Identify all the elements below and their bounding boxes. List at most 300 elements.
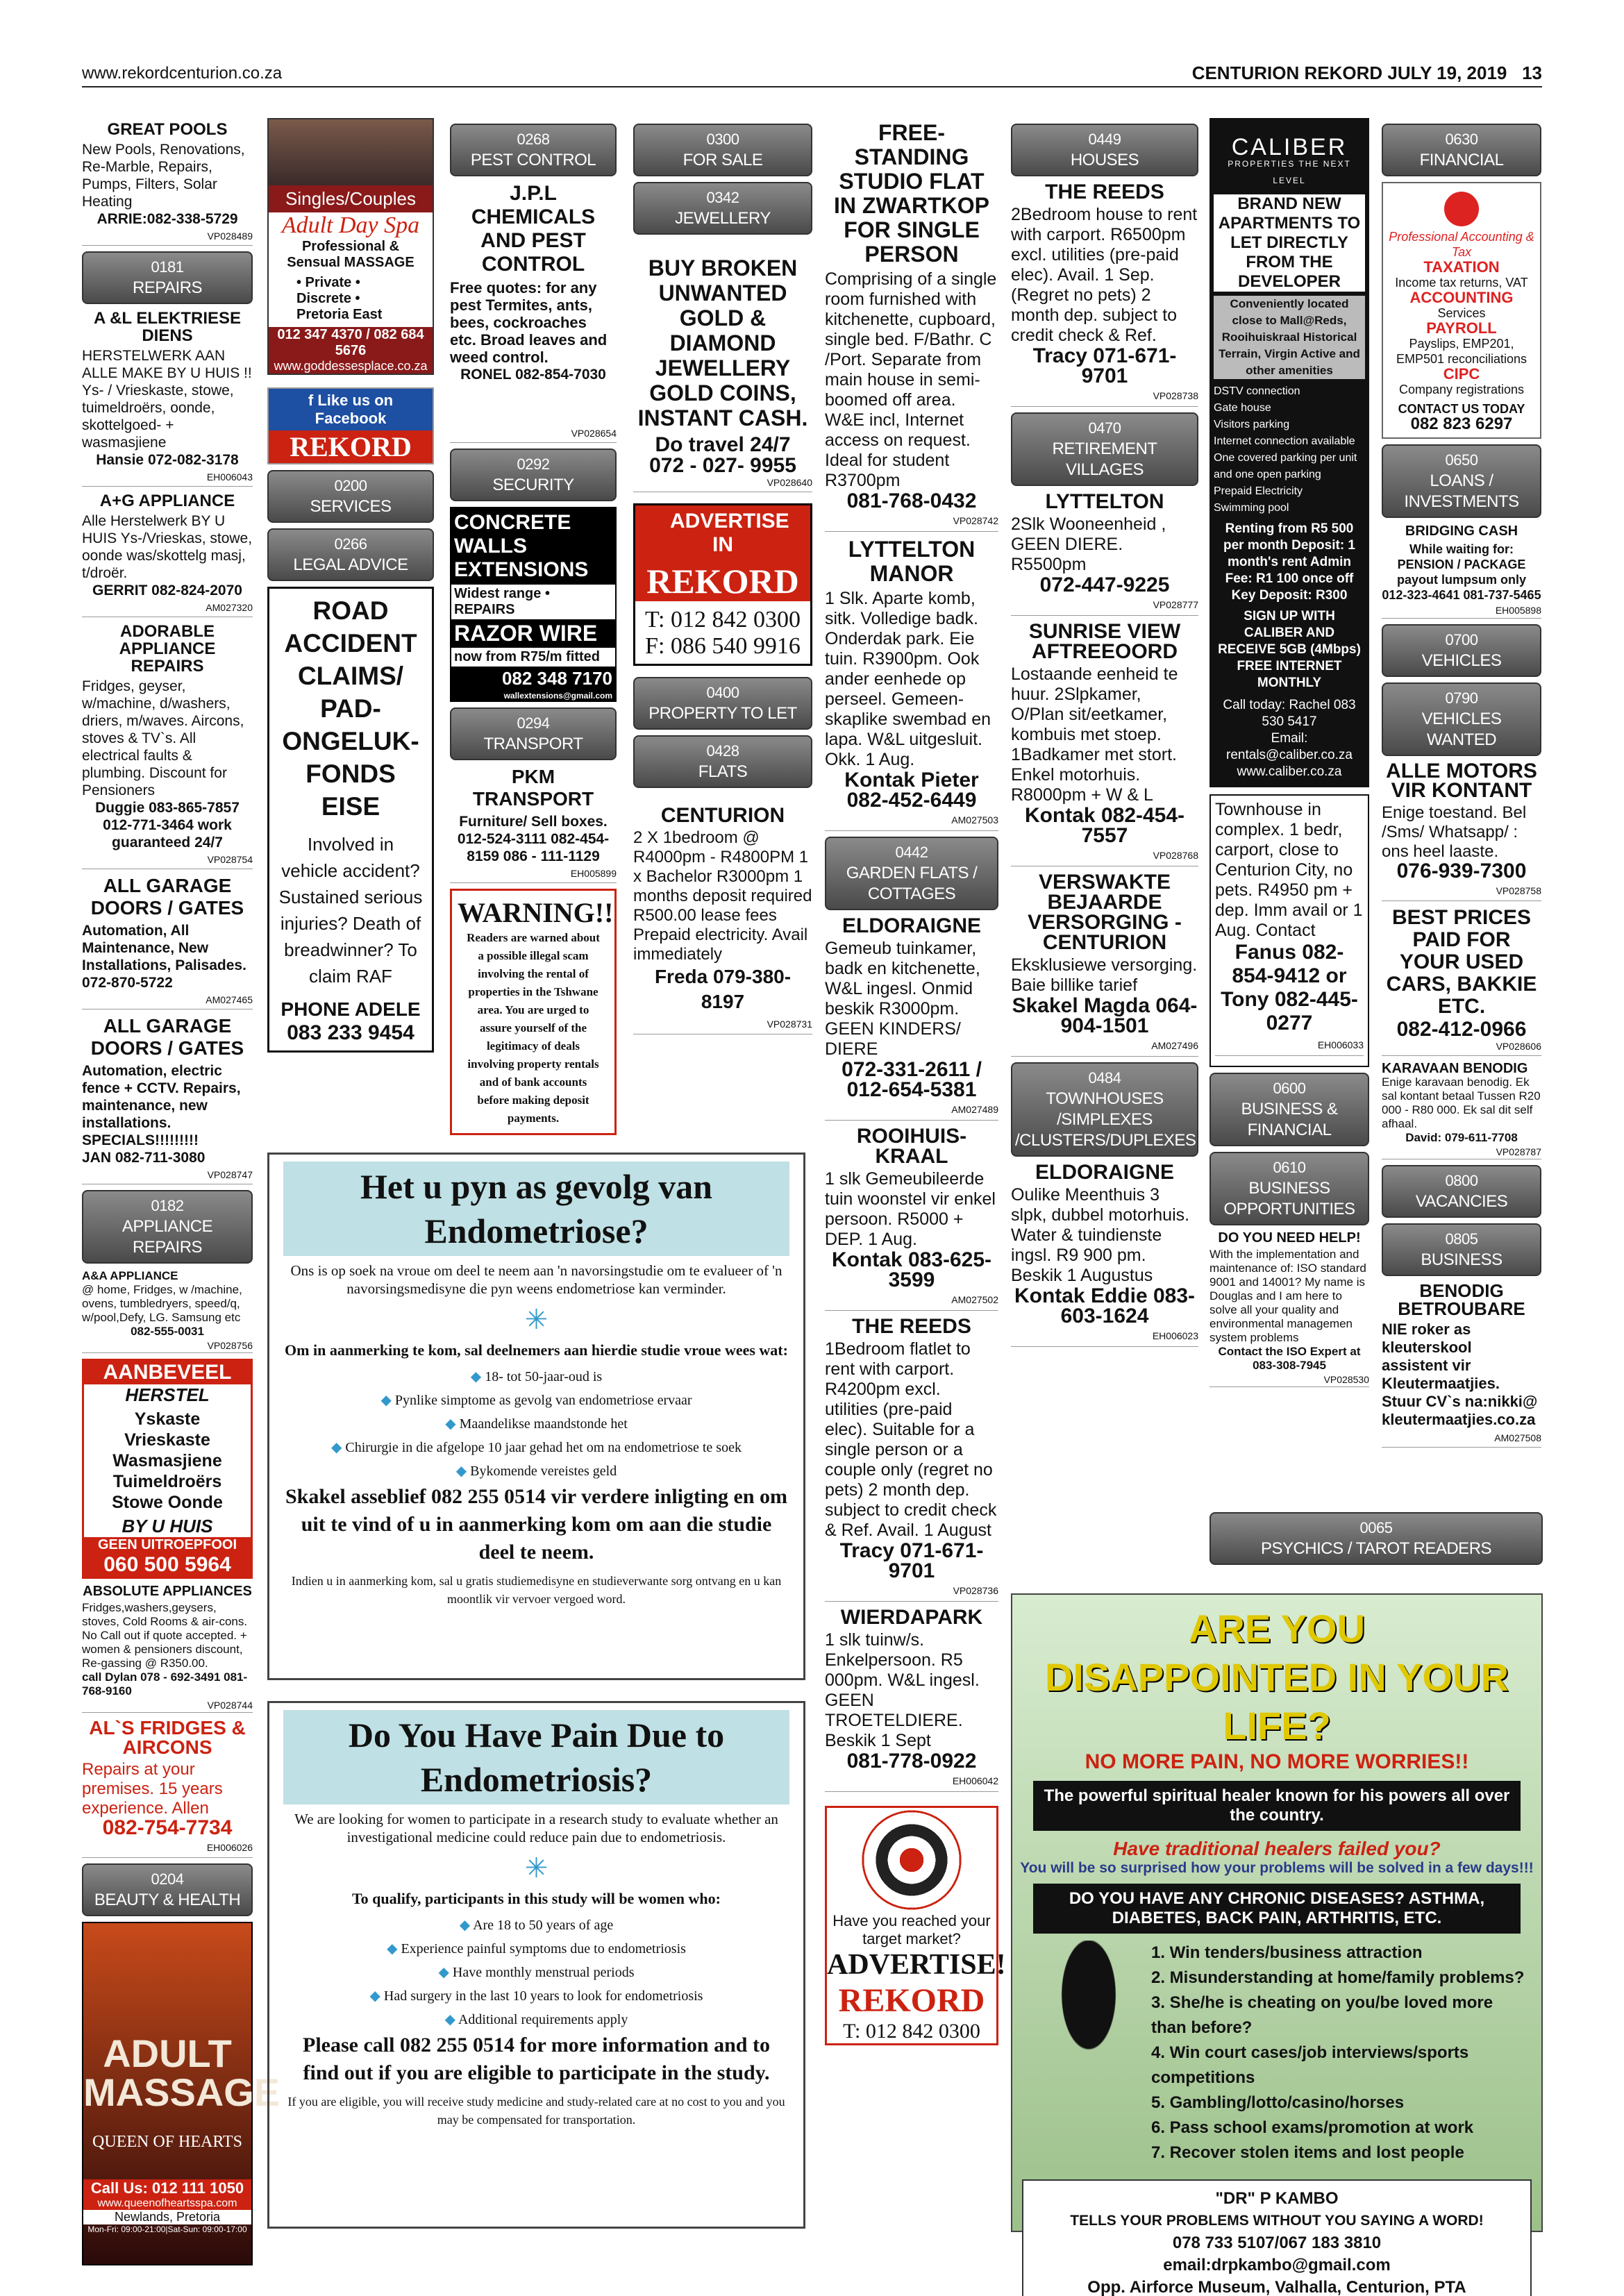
category-number: 0300 — [706, 131, 739, 148]
category-header-townhouses — [1011, 1062, 1198, 1157]
healer-silhouette-icon — [1026, 1941, 1151, 2121]
ad-ref: AM027320 — [82, 599, 253, 617]
caliber-ad — [1209, 118, 1369, 787]
ad-body: Oulike Meenthuis 3 slpk, dubbel motorhuis. Water & tuindienste ingsl. R9 900 pm. Beskik 1 Augustus — [1011, 1185, 1190, 1285]
ad-ref: AM027496 — [1011, 1036, 1198, 1057]
ad-title: GREAT POOLS — [107, 120, 228, 139]
list-item: 4. Win court cases/job interviews/sports competitions — [1151, 2043, 1469, 2087]
ad-title: THE REEDS — [852, 1315, 971, 1338]
category-number: 0200 — [334, 477, 367, 494]
ad-ref: VP028654 — [450, 425, 617, 443]
category-label: REPAIRS — [132, 278, 203, 297]
category-header-for-sale — [633, 124, 812, 176]
ad-phone: 082 348 7170 — [451, 667, 615, 691]
ad-email: email:drpkambo@gmail.com — [1163, 2256, 1391, 2274]
ad-call: Skakel asseblief 082 255 0514 vir verdere inligting en om uit te vind of u in aanmerking kom om aan die studie deel te neem. — [285, 1485, 788, 1564]
ad-title: Do You Have Pain Due to Endometriosis? — [283, 1710, 789, 1804]
warning-ad — [450, 889, 617, 1135]
category-number: 0428 — [706, 742, 739, 760]
paper-title: CENTURION REKORD JULY 19, 2019 — [1191, 62, 1507, 83]
contact-box — [1022, 2179, 1532, 2296]
criteria-list — [283, 1365, 789, 1483]
ad-contact: 081-768-0432 — [846, 489, 977, 512]
category-number: 0294 — [517, 714, 550, 732]
classified-ad — [82, 623, 253, 869]
category-label: PROPERTY TO LET — [648, 704, 797, 723]
column-6 — [1011, 118, 1198, 1352]
list-item: DSTV connection — [1214, 385, 1300, 397]
classified-ad — [1011, 1162, 1198, 1347]
ad-contact: Tracy 071-671-9701 — [1032, 344, 1177, 387]
ad-web: www.queenofheartsspa.com — [83, 2197, 251, 2210]
ad-contact: RONEL 082-854-7030 — [460, 367, 606, 383]
ad-body: 2Slk Wooneenheid , GEEN DIERE. R5500pm — [1011, 514, 1166, 574]
concrete-walls-ad — [450, 507, 617, 702]
ad-ref: VP028747 — [82, 1166, 253, 1184]
classified-ad — [82, 310, 253, 487]
ad-body: 2Bedroom house to rent with carport. R6500pm excl. utilities (pre-paid elec). Avail. 1 Sep. (Regret no pets) 2 month dep. subject to credit check & Ref. — [1011, 205, 1198, 345]
category-header-beauty-health — [82, 1863, 253, 1916]
category-label: GARDEN FLATS / COTTAGES — [846, 864, 978, 903]
endometriosis-english-ad — [267, 1701, 805, 2229]
ad-contact: 012-524-3111 082-454- 8159 086 - 111-1129 — [457, 831, 610, 864]
ad-phone: 082 823 6297 — [1410, 414, 1513, 433]
ad-body: Involved in vehicle accident? Sustained serious injuries? Death of breadwinner? To claim RAF — [278, 834, 423, 987]
adult-massage-ad — [82, 1922, 281, 2265]
ad-ref: VP028754 — [82, 851, 253, 869]
category-label: FLATS — [698, 762, 748, 781]
classified-ad — [82, 1718, 253, 1858]
category-number: 0700 — [1445, 631, 1478, 648]
classified-ad — [825, 1607, 998, 1792]
classified-ad — [633, 255, 812, 492]
ad-phone-label: PHONE ADELE — [281, 998, 421, 1020]
ad-title: ROAD ACCIDENT CLAIMS/ PAD-ONGELUK-FONDS EISE — [282, 596, 419, 821]
ad-ref: AM027465 — [82, 991, 253, 1009]
ad-heading: TAXATION — [1423, 258, 1500, 276]
psychic-healer-ad — [1011, 1593, 1543, 2296]
ad-ref: VP028738 — [1011, 386, 1198, 407]
ad-contact: 082-754-7734 — [102, 1816, 233, 1839]
ad-body: Fridges,washers,geysers, stoves, Cold Rooms & air-cons. No Call out if quote accepted. + women & pensioners discount, Re-gassing @ R350.00. — [82, 1601, 248, 1670]
ad-loc: Conveniently located close to Mall@Reds, Rooihuiskraal Historical Terrain, Virgin Active and other amenities — [1214, 296, 1365, 379]
category-label: VEHICLES WANTED — [1421, 710, 1502, 749]
flower-icon: ✳ — [524, 1852, 549, 1884]
classified-ad — [1382, 1062, 1541, 1159]
ad-title: CENTURION — [660, 804, 785, 827]
category-label: TRANSPORT — [483, 735, 583, 753]
ad-surprise: You will be so surprised how your problems will be solved in a few days!!! — [1020, 1860, 1534, 1876]
ad-body: Free quotes: for any pest Termites, ants, bees, cockroaches etc. Broad leaves and weed control. — [450, 279, 608, 366]
category-label: BEAUTY & HEALTH — [94, 1891, 241, 1909]
ad-title: Professional Accounting & Tax — [1389, 230, 1534, 259]
category-header-vacancies — [1382, 1165, 1541, 1218]
category-header-security — [450, 449, 617, 501]
ad-body: Lostaande eenheid te huur. 2Slpkamer, O/Plan sit/eetkamer, kombuis met stoep. 1Badkamer met stort. Enkel motorhuis. R8000pm + W & L — [1011, 664, 1178, 805]
category-header-psychics — [1209, 1512, 1543, 1565]
target-market-ad — [825, 1806, 1006, 2045]
category-header-transport — [450, 707, 617, 760]
aanbeveel-ad — [82, 1359, 253, 1579]
category-label: VEHICLES — [1421, 651, 1502, 670]
ad-contact: 012-323-4641 081-737-5465 — [1382, 588, 1541, 602]
list-item: ◆ 18- tot 50-jaar-oud is — [283, 1365, 789, 1389]
column-5 — [825, 118, 1006, 2045]
facebook-icon: f — [308, 392, 318, 409]
list-item: 7. Recover stolen items and lost people — [1151, 2143, 1464, 2162]
list-item: Swimming pool — [1214, 502, 1289, 514]
category-label: TOWNHOUSES /SIMPLEXES /CLUSTERS/DUPLEXES — [1015, 1089, 1196, 1150]
list-item: 6. Pass school exams/promotion at work — [1151, 2118, 1474, 2137]
ad-ref: VP028756 — [82, 1339, 253, 1353]
list-item: 5. Gambling/lotto/casino/horses — [1151, 2093, 1405, 2112]
ad-question: Have traditional healers failed you? — [1113, 1838, 1441, 1859]
category-number: 0400 — [706, 684, 739, 701]
classified-ad — [450, 766, 617, 883]
classified-ad — [1011, 492, 1198, 616]
classified-ad — [82, 1015, 253, 1184]
category-header-financial — [1382, 124, 1541, 176]
category-label: FINANCIAL — [1419, 151, 1504, 169]
accounting-ad — [1382, 182, 1541, 439]
ad-sub: Om in aanmerking te kom, sal deelnemers aan hierdie studie vroue wees wat: — [285, 1341, 788, 1359]
ad-ref: AM027508 — [1382, 1429, 1541, 1448]
ad-body: Enige karavaan benodig. Ek sal kontant betaal Tussen R20 000 - R80 000. Ek sal dit self afhaal. — [1382, 1075, 1541, 1130]
category-header-garden-flats — [825, 837, 998, 910]
road-accident-ad — [267, 587, 434, 1053]
ad-web: www.goddessesplace.co.za — [269, 359, 433, 374]
list-item: Prepaid Electricity — [1214, 485, 1303, 497]
ad-sub: To qualify, participants in this study will be women who: — [352, 1890, 721, 1907]
ad-title: BENODIG BETROUBARE — [1398, 1280, 1525, 1319]
facebook-ad[interactable] — [267, 387, 434, 464]
ad-body: @ home, Fridges, w /machine, ovens, tumbledryers, speed/q, w/pool,Defy, LG. Samsung etc — [82, 1283, 242, 1324]
ad-title: KARAVAAN BENODIG — [1382, 1061, 1528, 1076]
ad-ref: EH005899 — [450, 865, 617, 883]
list-item: ◆ Are 18 to 50 years of age — [283, 1913, 789, 1937]
category-header-business-financial — [1209, 1073, 1369, 1146]
ad-brand: REKORD — [635, 561, 810, 601]
site-url[interactable]: www.rekordcenturion.co.za — [82, 64, 283, 83]
ad-list-area — [1012, 1941, 1541, 2165]
ad-body: Gemeub tuinkamer, badk en kitchenette, W&L ingesl. Onmid beskik R3000pm. GEEN KINDERS/ DIERE — [825, 939, 980, 1059]
category-number: 0442 — [895, 844, 928, 861]
category-number: 0630 — [1445, 131, 1478, 148]
ad-title: ALLE MOTORS VIR KONTANT — [1386, 760, 1537, 802]
ad-sub: Widest range • REPAIRS — [454, 586, 550, 617]
ad-ref: EH006033 — [1215, 1035, 1364, 1056]
ad-phone: 083 233 9454 — [287, 1021, 415, 1044]
ad-contact: CONTACT US TODAY — [1398, 402, 1525, 416]
ad-body: 1 slk Gemeubileerde tuin woonstel vir enkel persoon. R5000 + DEP. 1 Aug. — [825, 1169, 996, 1249]
ad-fee: GEEN UITROEPFOOI — [84, 1537, 251, 1553]
caliber-logo: CALIBER — [1231, 134, 1348, 160]
ad-ref: VP028768 — [1011, 846, 1198, 866]
spa-photo — [269, 119, 433, 185]
ad-contact: Contact the ISO Expert at 083-308-7945 — [1218, 1345, 1361, 1372]
category-number: 0182 — [151, 1197, 184, 1214]
classified-ad — [1382, 907, 1541, 1056]
column-7 — [1209, 118, 1369, 1393]
ad-fax: F: 086 540 9916 — [645, 633, 801, 659]
ad-body: Repairs at your premises. 15 years experience. Allen — [82, 1760, 223, 1818]
ad-ref: VP028758 — [1382, 881, 1541, 901]
classified-ad — [1209, 1231, 1369, 1387]
ad-hours: Mon-Fri: 09:00-21:00|Sat-Sun: 09:00-17:00 — [87, 2224, 247, 2234]
ad-body: Townhouse in complex. 1 bedr, carport, close to Centurion City, no pets. R4950 pm + dep. Imm avail or 1 Aug. Contact — [1215, 800, 1363, 940]
ad-tagline: TELLS YOUR PROBLEMS WITHOUT YOU SAYING A WORD! — [1070, 2213, 1484, 2229]
ad-title: BEST PRICES PAID FOR YOUR USED CARS, BAKKIE ETC. — [1386, 906, 1537, 1018]
ad-contact: call Dylan 078 - 692-3491 081-768-9160 — [82, 1670, 248, 1698]
ad-razor: RAZOR WIRE — [451, 619, 615, 648]
ad-tel: T: 012 842 0300 — [644, 607, 801, 632]
ad-contact: David: 079-611-7708 — [1405, 1131, 1518, 1144]
ad-body: Readers are warned about a possible illegal scam involving the rental of properties in the Tshwane area. You are urged to assure yourself of the legitimacy of deals involving property rentals and of bank accounts before making deposit payments. — [467, 931, 600, 1125]
ad-brand: ADULT MASSAGE — [83, 2031, 281, 2114]
classified-ad — [1382, 762, 1541, 901]
category-number: 0342 — [706, 189, 739, 206]
ad-contact: Freda 079-380-8197 — [654, 966, 792, 1012]
category-header-business-opportunities — [1209, 1152, 1369, 1225]
ad-title: LYTTELTON — [1045, 490, 1164, 513]
classified-ad — [825, 537, 998, 831]
category-label: LEGAL ADVICE — [293, 555, 408, 574]
ad-title: ADORABLE APPLIANCE REPAIRS — [119, 622, 216, 676]
ad-ref: EH005898 — [1382, 603, 1541, 619]
ad-ref: EH006043 — [82, 469, 253, 487]
ad-ref: VP028744 — [82, 1698, 253, 1713]
ad-contact: Kontak 083-625-3599 — [831, 1248, 992, 1291]
list-item: ◆ Pynlike simptome as gevolg van endometriose ervaar — [283, 1389, 789, 1412]
category-number: 0484 — [1088, 1069, 1121, 1087]
ad-title: ELDORAIGNE — [842, 914, 981, 937]
category-label: LOANS / INVESTMENTS — [1404, 471, 1519, 511]
category-label: JEWELLERY — [675, 209, 771, 228]
category-header-pest-control — [450, 124, 617, 176]
endometriosis-afrikaans-ad — [267, 1153, 805, 1680]
category-label: PEST CONTROL — [470, 151, 596, 169]
ad-body: 2 X 1bedroom @ R4000pm - R4800PM 1 x Bachelor R3000pm 1 months deposit required R500.00 lease fees Prepaid electricity. Avail immediately — [633, 828, 812, 964]
ad-body: New Pools, Renovations, Re-Marble, Repairs, Pumps, Filters, Solar Heating — [82, 142, 245, 210]
ad-heading: CIPC — [1443, 365, 1480, 383]
ad-contact: Hansie 072-082-3178 — [96, 452, 239, 468]
ad-text: Income tax returns, VAT — [1395, 276, 1528, 290]
feature-list — [1214, 383, 1365, 517]
classified-ad — [82, 1269, 253, 1353]
ad-ref: VP028640 — [633, 474, 812, 492]
accounting-logo-icon — [1444, 192, 1479, 226]
ad-body: While waiting for: PENSION / PACKAGE payout lumpsum only — [1396, 542, 1526, 587]
ad-contact: 082-412-0966 — [1396, 1018, 1527, 1041]
classified-ad — [1011, 621, 1198, 866]
ad-adv: ADVERTISE! — [827, 1949, 1006, 1981]
classified-ad — [82, 121, 253, 246]
category-number: 0181 — [151, 258, 184, 276]
ad-ref: VP028742 — [825, 511, 998, 532]
ad-body: Automation, electric fence + CCTV. Repairs, maintenance, new installations. SPECIALS!!!!!!!!! — [82, 1063, 241, 1148]
category-header-jewellery — [633, 182, 812, 235]
ad-call: Please call 082 255 0514 for more information and to find out if you are eligible to participate in the study. — [303, 2034, 770, 2084]
ad-by: BY U HUIS — [122, 1516, 213, 1536]
ad-body: Do travel 24/7 — [655, 433, 791, 456]
ad-title: Singles/Couples — [269, 185, 433, 212]
ad-body: 1 slk tuinw/s. Enkelpersoon. R5 000pm. W&L ingesl. GEEN TROETELDIERE. Beskik 1 Sept — [825, 1630, 980, 1750]
ad-contact: Fanus 082-854-9412 or Tony 082-445-0277 — [1221, 941, 1358, 1034]
ad-body: HERSTELWERK AAN ALLE MAKE BY U HUIS !! Ys- / Vrieskaste, stowe, tuimeldroërs, oonde, skottelgoed- + wasmasjiene — [82, 348, 252, 451]
category-header-services — [267, 470, 434, 523]
ad-title: AL`S FRIDGES & AIRCONS — [89, 1717, 246, 1758]
classified-ad — [450, 182, 617, 443]
ad-ref: VP028736 — [825, 1581, 998, 1602]
ad-contact: Tracy 071-671-9701 — [839, 1539, 984, 1582]
ad-brand: REKORD — [269, 430, 433, 463]
ad-contact: JAN 082-711-3080 — [82, 1150, 206, 1166]
list-item: ◆ Experience painful symptoms due to endometriosis — [283, 1937, 789, 1961]
classified-ad — [1209, 794, 1369, 1067]
ad-type: Professional & Sensual MASSAGE — [287, 239, 415, 270]
page-header — [1192, 62, 1542, 84]
category-number: 0204 — [151, 1870, 184, 1888]
ad-contact: 072 - 027- 9955 — [649, 454, 796, 477]
list-item: One covered parking per unit and one open parking — [1214, 452, 1357, 480]
category-label: RETIREMENT VILLAGES — [1052, 439, 1157, 479]
ad-body: With the implementation and maintenance of: ISO standard 9001 and 14001? My name is Douglas and I am here to solve all your quality and environmental managemen system problems — [1209, 1248, 1366, 1344]
category-number: 0266 — [334, 535, 367, 553]
ad-text: Services — [1437, 306, 1486, 320]
column-1 — [82, 118, 281, 2265]
category-number: 0292 — [517, 455, 550, 473]
ad-ref: AM027502 — [825, 1290, 998, 1311]
ad-rent: Renting from R5 500 per month Deposit: 1 month's rent Admin Fee: R1 100 once off Key Deposit: R300 — [1223, 521, 1355, 603]
ad-body: 1Bedroom flatlet to rent with carport. R4200pm excl. utilities (pre-paid elec). Suitable for a single person or a couple only (regret no pets) 2 month dep. subject to credit check & Ref. Avail. 1 August — [825, 1339, 997, 1540]
ad-body: 1 Slk. Aparte komb, sitk. Volledige badk. Onderdak park. Eie tuin. R3900pm. Ook ander eenhede op perseel. Gemeen-skaplike swembad en lapa. W&L uitgesluit. Okk. 1 Aug. — [825, 589, 991, 769]
ad-title: BRIDGING CASH — [1405, 523, 1518, 539]
ad-title: LYTTELTON MANOR — [848, 537, 976, 586]
list-item: ◆ Chirurgie in die afgelope 10 jaar gehad het om na endometriose te soek — [283, 1436, 789, 1459]
ad-brand: REKORD — [838, 1982, 985, 2019]
category-header-property-to-let — [633, 677, 812, 730]
category-number: 0470 — [1088, 419, 1121, 437]
ad-contact: 072-331-2611 / 012-654-5381 — [842, 1058, 982, 1101]
category-number: 0610 — [1273, 1159, 1306, 1176]
ad-title: WARNING!! — [458, 897, 614, 928]
ad-title: PKM TRANSPORT — [472, 766, 594, 810]
ad-body: Eksklusiewe versorging. Baie billike tarief — [1011, 955, 1198, 995]
ad-contact: 082-555-0031 — [131, 1325, 204, 1338]
ad-address: Opp. Airforce Museum, Valhalla, Centurion, PTA — [1087, 2278, 1466, 2296]
ad-intro: Ons is op soek na vroue om deel te neem aan 'n navorsingstudie om te evalueer of 'n navorsingsmedisyne die pyn weens endometriose kan verminder. — [290, 1262, 782, 1297]
list-item: ◆ Additional requirements apply — [283, 2008, 789, 2031]
ad-ref: VP028777 — [1011, 595, 1198, 616]
ad-title: A &L ELEKTRIESE DIENS — [93, 309, 242, 345]
ad-body: Enige toestand. Bel /Sms/ Whatsapp/ : ons heel laaste. — [1382, 803, 1527, 861]
classified-ad — [82, 875, 253, 1009]
ad-call: Call today: Rachel 083 530 5417 — [1223, 698, 1356, 729]
classified-ad — [825, 1126, 998, 1311]
classified-ad — [825, 121, 998, 532]
ad-title: BRAND NEW APARTMENTS TO LET DIRECTLY FROM THE DEVELOPER — [1214, 194, 1365, 292]
ad-sub: NO MORE PAIN, NO MORE WORRIES!! — [1085, 1750, 1469, 1773]
ad-sign: SIGN UP WITH CALIBER AND RECEIVE 5GB (4Mbps) FREE INTERNET MONTHLY — [1218, 609, 1361, 690]
classified-ad — [1011, 182, 1198, 407]
ad-title: AANBEVEEL — [84, 1361, 251, 1384]
category-label: BUSINESS — [1421, 1250, 1502, 1269]
ad-phone: 060 500 5964 — [84, 1553, 251, 1577]
ad-body: Furniture/ Sell boxes. — [459, 814, 608, 830]
list-item: Gate house — [1214, 402, 1271, 414]
ad-body: NIE roker as kleuterskool assistent vir Kleutermaatjies. Stuur CV`s na:nikki@ kleutermaatjies.co.za — [1382, 1321, 1538, 1428]
ad-brand: HERSTEL — [125, 1384, 210, 1405]
ad-title: ELDORAIGNE — [1035, 1161, 1174, 1184]
ad-contact: Duggie 083-865-7857 012-771-3464 work guaranteed 24/7 — [95, 800, 240, 850]
ad-ref: VP028731 — [633, 1014, 812, 1034]
category-label: BUSINESS & FINANCIAL — [1241, 1100, 1338, 1139]
criteria-list — [283, 1913, 789, 2031]
category-label: VACANCIES — [1415, 1192, 1508, 1211]
ad-mail: wallextensions@gmail.com — [451, 691, 615, 701]
ad-ref: EH006042 — [825, 1771, 998, 1792]
category-header-business — [1382, 1223, 1541, 1276]
ad-call: Call Us: 012 111 1050 — [83, 2179, 251, 2197]
facebook-like: f Like us on Facebook — [269, 389, 433, 430]
ad-heading: ACCOUNTING — [1409, 289, 1514, 306]
ad-title: Het u pyn as gevolg van Endometriose? — [283, 1162, 789, 1256]
category-header-repairs — [82, 251, 253, 304]
ad-text: Company registrations — [1398, 383, 1525, 396]
category-header-appliance-repairs — [82, 1190, 253, 1264]
ad-body: Automation, All Maintenance, New Installations, Palisades. — [82, 923, 246, 973]
ad-title: VERSWAKTE BEJAARDE VERSORGING - CENTURION — [1028, 871, 1182, 954]
ad-body: Comprising of a single room furnished with kitchenette, cupboard, single bed. F/Bathr. C /Port. Separate from main house in semi-boomed off area. W&E incl, Internet access on request. Ideal for student R3700pm — [825, 269, 997, 490]
classified-ad — [82, 1584, 253, 1713]
category-number: 0790 — [1445, 689, 1478, 707]
category-label: APPLIANCE REPAIRS — [122, 1217, 213, 1257]
classified-ad — [82, 492, 253, 617]
ad-ref: VP028489 — [82, 228, 253, 246]
ad-title: SUNRISE VIEW AFTREEOORD — [1028, 620, 1181, 663]
service-list — [1151, 1941, 1527, 2165]
ad-title: DO YOU NEED HELP! — [1218, 1230, 1361, 1246]
ad-email: Email: rentals@caliber.co.za www.caliber.co.za — [1226, 731, 1353, 779]
category-header-legal-advice — [267, 528, 434, 581]
ad-contact: 081-778-0922 — [846, 1750, 977, 1773]
category-number: 0268 — [517, 131, 550, 148]
category-number: 0600 — [1273, 1080, 1306, 1097]
classified-ad — [1382, 523, 1541, 619]
ad-title: ARE YOU DISAPPOINTED IN YOUR LIFE? — [1045, 1607, 1509, 1748]
ad-contact: Kontak Eddie 083-603-1624 — [1014, 1284, 1196, 1327]
ad-body: Alle Herstelwerk BY U HUIS Ys-/Vrieskas, stowe, oonde was/skottelg masj, t/droër. — [82, 513, 253, 581]
ad-contact: GERRIT 082-824-2070 — [92, 583, 242, 598]
dartboard-icon — [827, 1808, 996, 1912]
ad-contact: Skakel Magda 064-904-1501 — [1012, 994, 1198, 1037]
ad-title: ALL GARAGE DOORS / GATES — [90, 1015, 244, 1059]
ad-title: BUY BROKEN UNWANTED GOLD & DIAMOND JEWELLERY GOLD COINS, INSTANT CASH. — [637, 255, 808, 430]
ad-body: Yskaste Vrieskaste Wasmasjiene Tuimeldroërs Stowe Oonde — [112, 1409, 223, 1512]
ad-ref: AM027489 — [825, 1100, 998, 1121]
ad-contact: 076-939-7300 — [1396, 860, 1527, 882]
list-item: 2. Misunderstanding at home/family problems? — [1151, 1968, 1525, 1987]
classified-ad — [825, 916, 998, 1121]
ad-title: A+G APPLIANCE — [99, 492, 235, 510]
category-label: SERVICES — [310, 497, 392, 516]
ad-title: WIERDAPARK — [840, 1606, 983, 1629]
ad-heading: PAYROLL — [1426, 319, 1497, 337]
category-label: SECURITY — [492, 476, 574, 494]
ad-title: ALL GARAGE DOORS / GATES — [90, 875, 244, 919]
flower-icon: ✳ — [524, 1304, 549, 1335]
ad-bar: The powerful spiritual healer known for his powers all over the country. — [1033, 1781, 1521, 1831]
